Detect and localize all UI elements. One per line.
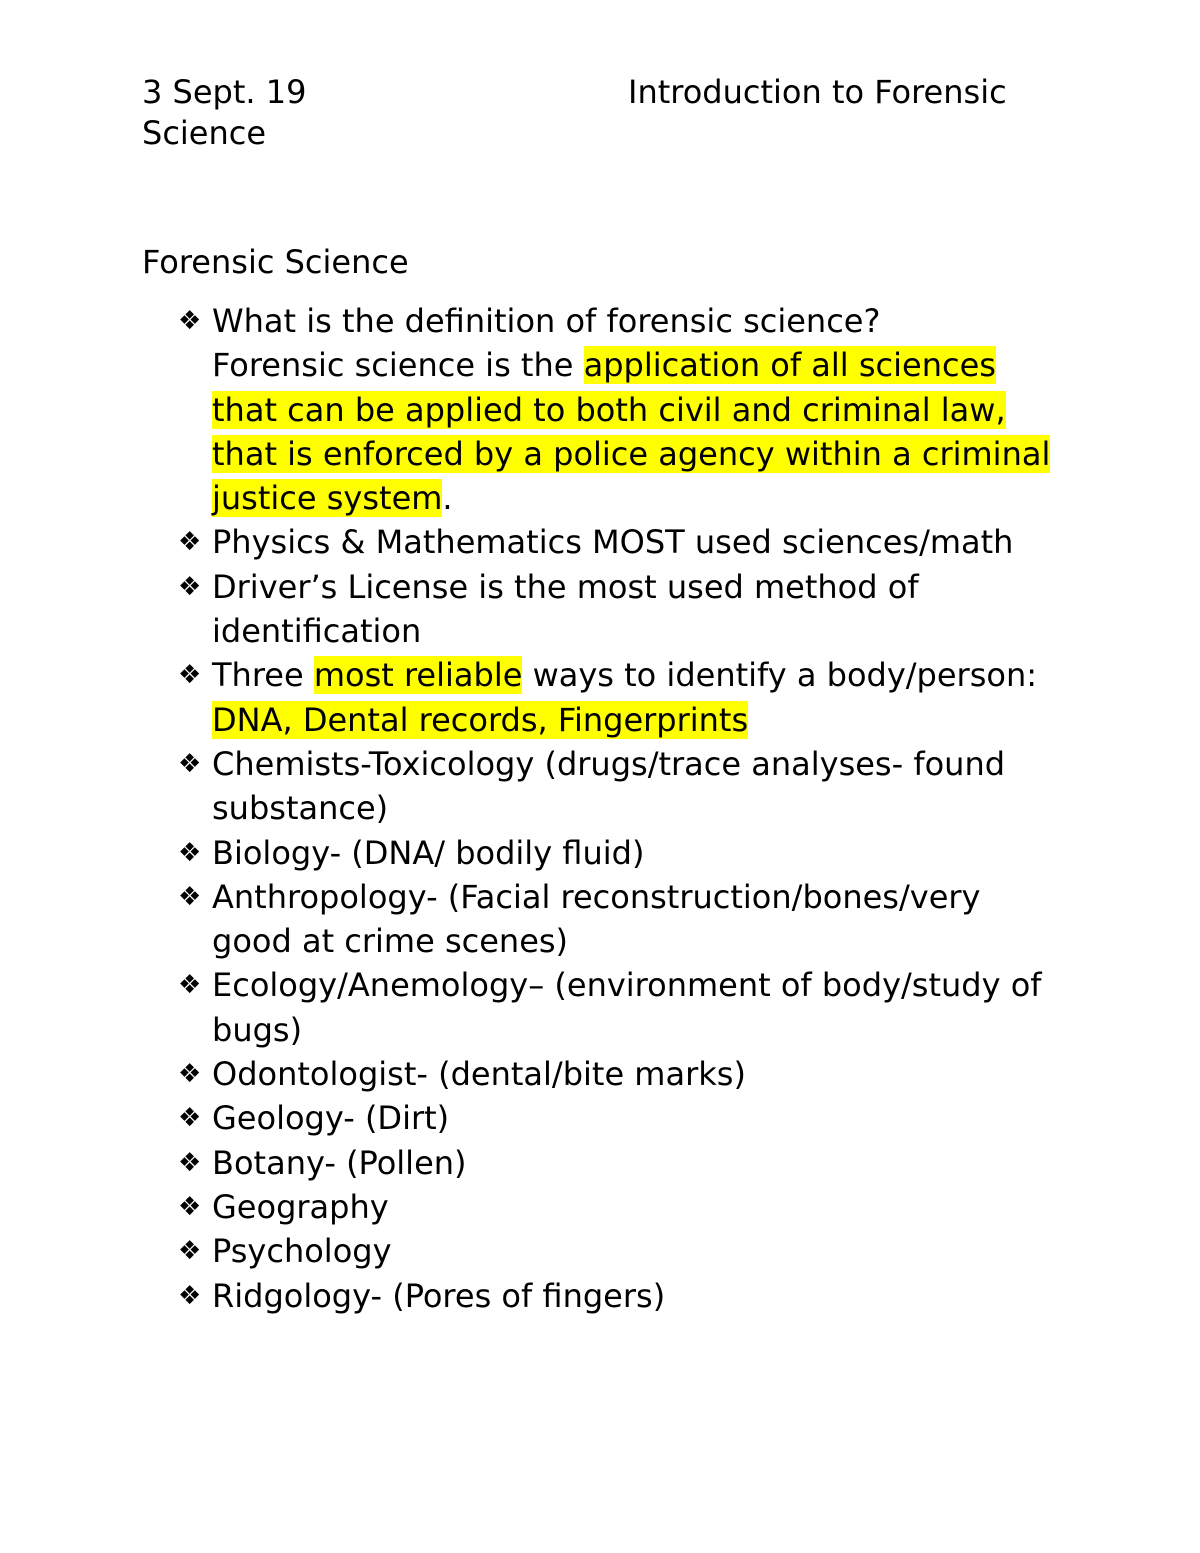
list-item-text: Psychology	[212, 1232, 392, 1271]
reliable-pre: Three	[212, 656, 314, 695]
definition-question: What is the definition of forensic science?	[212, 302, 881, 340]
list-item	[178, 1141, 1058, 1185]
list-item-text: Anthropology- (Facial reconstruction/bones/very good at crime scenes)	[212, 877, 981, 961]
diamond-bullet-icon: ❖	[178, 1191, 202, 1222]
section-title: Forensic Science	[142, 243, 409, 281]
diamond-bullet-icon: ❖	[178, 748, 202, 779]
list-item-text: Driver’s License is the most used method of identification	[212, 567, 919, 651]
list-item	[178, 1274, 1058, 1318]
list-item-text: Physics & Mathematics MOST used sciences/math	[212, 523, 1014, 562]
list-item-definition	[178, 299, 1058, 520]
date-label: 3 Sept. 19	[142, 73, 307, 111]
diamond-bullet-icon: ❖	[178, 970, 202, 1001]
list-item-reliable-ways	[178, 653, 1058, 742]
list-item-text: Botany- (Pollen)	[212, 1143, 467, 1182]
diamond-bullet-icon: ❖	[178, 527, 202, 558]
list-item	[178, 520, 1058, 564]
diamond-bullet-icon: ❖	[178, 1147, 202, 1178]
list-item	[178, 831, 1058, 875]
diamond-bullet-icon: ❖	[178, 1103, 202, 1134]
list-item	[178, 875, 1058, 964]
list-item-text: Ridgology- (Pores of fingers)	[212, 1276, 666, 1315]
notes-list	[178, 299, 1058, 1318]
list-item	[178, 565, 1058, 654]
list-item-text: Ecology/Anemology– (environment of body/study of bugs)	[212, 966, 1042, 1049]
list-item	[178, 1229, 1058, 1273]
definition-highlight: application of all sciences that can be applied to both civil and criminal law, that is enforced by a police agency within a criminal justice system	[212, 346, 1051, 518]
reliable-mid: ways to identify a body/person:	[522, 656, 1038, 695]
definition-tail: .	[442, 479, 453, 518]
diamond-bullet-icon: ❖	[178, 1059, 202, 1090]
diamond-bullet-icon: ❖	[178, 881, 202, 912]
diamond-bullet-icon: ❖	[178, 1236, 202, 1267]
diamond-bullet-icon: ❖	[178, 1280, 202, 1311]
diamond-bullet-icon: ❖	[178, 571, 202, 602]
list-item-text: Geography	[212, 1187, 389, 1226]
course-title: Introduction to Forensic Science	[142, 73, 1007, 152]
list-item	[178, 1185, 1058, 1229]
list-item-text: Chemists-Toxicology (drugs/trace analyses- found substance)	[212, 744, 1006, 828]
list-item	[178, 1096, 1058, 1140]
diamond-bullet-icon: ❖	[178, 660, 202, 691]
list-item	[178, 963, 1058, 1052]
definition-lead: Forensic science is the	[212, 346, 584, 385]
methods-highlight: DNA, Dental records, Fingerprints	[212, 700, 749, 739]
list-item	[178, 1052, 1058, 1096]
page-header	[142, 72, 1052, 154]
list-item	[178, 742, 1058, 831]
list-item-text: Biology- (DNA/ bodily fluid)	[212, 833, 645, 872]
diamond-bullet-icon: ❖	[178, 837, 202, 868]
list-item-text: Odontologist- (dental/bite marks)	[212, 1055, 746, 1094]
diamond-bullet-icon: ❖	[178, 306, 202, 336]
list-item-text: Geology- (Dirt)	[212, 1099, 450, 1138]
reliable-highlight: most reliable	[313, 656, 523, 695]
